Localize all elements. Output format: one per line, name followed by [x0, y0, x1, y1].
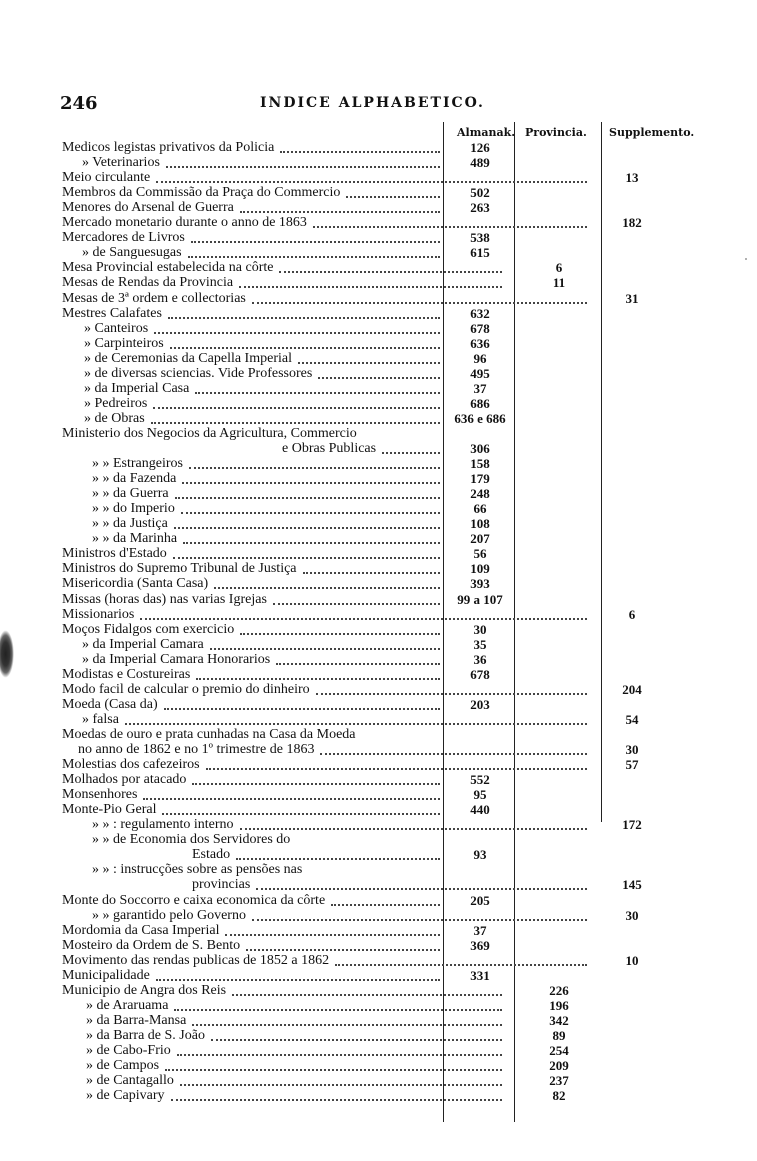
index-entry — [62, 1043, 702, 1058]
entry-label: Molhados por atacado — [62, 772, 187, 788]
entry-label: Movimento das rendas publicas de 1852 a 1862 — [62, 952, 330, 968]
entry-label: » de Obras — [84, 410, 145, 426]
index-entry — [62, 1028, 702, 1043]
page-number: 246 — [60, 93, 98, 114]
supplemento-page: 145 — [622, 877, 642, 893]
leader-dots — [143, 786, 440, 800]
leader-dots — [192, 771, 440, 785]
index-entry — [62, 170, 702, 185]
almanak-page: 686 — [470, 395, 490, 411]
leader-dots — [182, 470, 440, 484]
provincia-page: 196 — [549, 997, 569, 1013]
leader-dots — [156, 967, 440, 981]
leader-dots — [279, 259, 502, 273]
almanak-page: 440 — [470, 802, 490, 818]
entry-label: Modo facil de calcular o premio do dinheiro — [62, 681, 310, 697]
entry-label: » de Ceremonias da Capella Imperial — [84, 350, 292, 366]
almanak-page: 66 — [473, 501, 487, 517]
index-entry — [62, 546, 702, 561]
leader-dots — [236, 846, 440, 860]
index-entry — [62, 140, 702, 155]
almanak-page: 99 a 107 — [457, 591, 503, 607]
entry-label: Misericordia (Santa Casa) — [62, 576, 209, 592]
leader-dots — [240, 621, 440, 635]
index-entry — [62, 501, 702, 516]
entry-label: » » da Marinha — [92, 531, 178, 547]
entry-label: Moços Fidalgos com exercicio — [62, 621, 235, 637]
leader-dots — [273, 591, 440, 605]
entry-label: » » garantido pelo Governo — [92, 907, 246, 923]
entry-label: » de Campos — [86, 1058, 160, 1074]
almanak-page: 108 — [470, 516, 490, 532]
entry-label: » » da Guerra — [92, 486, 169, 502]
leader-dots — [188, 244, 440, 258]
leader-dots — [280, 139, 440, 153]
entry-label: Mesas de 3ª ordem e collectorias — [62, 290, 246, 306]
index-entry — [62, 877, 702, 892]
index-entry — [62, 411, 702, 426]
almanak-page: 632 — [470, 305, 490, 321]
entry-label: Ministros do Supremo Tribunal de Justiça — [62, 561, 297, 577]
index-entry — [62, 652, 702, 667]
leader-dots — [331, 892, 440, 906]
paper-speck — [745, 258, 747, 260]
almanak-page: 552 — [470, 772, 490, 788]
index-entry — [62, 862, 702, 877]
index-entry — [62, 908, 702, 923]
index-entry — [62, 893, 702, 908]
leader-dots — [189, 455, 440, 469]
entry-label: » » Estrangeiros — [92, 456, 183, 472]
index-entry — [62, 441, 702, 456]
almanak-page: 502 — [470, 185, 490, 201]
almanak-page: 126 — [470, 140, 490, 155]
supplemento-page: 54 — [625, 711, 639, 727]
provincia-page: 254 — [549, 1043, 569, 1058]
leader-dots — [181, 500, 440, 514]
leader-dots — [154, 320, 440, 334]
leader-dots — [174, 997, 502, 1011]
almanak-page: 393 — [470, 576, 490, 592]
entry-label: Membros da Commissão da Praça do Commercio — [62, 185, 341, 201]
entry-label: e Obras Publicas — [282, 441, 377, 456]
almanak-page: 205 — [470, 892, 490, 908]
leader-dots — [335, 952, 587, 966]
ink-blot — [0, 630, 14, 678]
entry-label: » » de Economia dos Servidores do — [92, 832, 291, 848]
column-header-provincia: Provincia. — [525, 126, 587, 139]
almanak-page: 207 — [470, 531, 490, 547]
provincia-page: 226 — [549, 982, 569, 998]
index-entry — [62, 471, 702, 486]
leader-dots — [276, 651, 440, 665]
leader-dots — [320, 741, 587, 755]
index-entry — [62, 712, 702, 727]
index-entry — [62, 772, 702, 787]
index-entry — [62, 396, 702, 411]
entry-label: » Carpinteiros — [84, 335, 164, 351]
leader-dots — [239, 274, 502, 288]
leader-dots — [246, 937, 440, 951]
provincia-page: 237 — [549, 1073, 569, 1089]
entry-label: » » : instrucções sobre as pensões nas — [92, 862, 303, 878]
almanak-page: 109 — [470, 561, 490, 577]
index-entry — [62, 576, 702, 591]
leader-dots — [180, 1072, 502, 1086]
entry-label: » de Cabo-Frio — [86, 1043, 171, 1058]
column-header-supplemento: Supplemento. — [609, 126, 695, 139]
entry-label: Moedas de ouro e prata cunhadas na Casa da Moeda — [62, 726, 356, 742]
index-entry — [62, 230, 702, 245]
index-entry — [62, 306, 702, 321]
index-entry — [62, 426, 702, 441]
index-entry — [62, 938, 702, 953]
supplemento-page: 204 — [622, 681, 642, 697]
entry-label: » » do Imperio — [92, 501, 175, 517]
entry-label: Municipalidade — [62, 967, 150, 983]
supplemento-page: 182 — [622, 215, 642, 231]
almanak-page: 96 — [473, 350, 487, 366]
index-entry — [62, 682, 702, 697]
leader-dots — [183, 530, 440, 544]
supplemento-page: 31 — [625, 290, 639, 306]
entry-label: Mesa Provincial estabelecida na côrte — [62, 260, 274, 276]
leader-dots — [174, 515, 440, 529]
index-entry — [62, 561, 702, 576]
entry-label: » » : regulamento interno — [92, 817, 234, 833]
entry-label: » falsa — [82, 711, 119, 727]
leader-dots — [252, 907, 587, 921]
index-entry — [62, 983, 702, 998]
index-entry — [62, 215, 702, 230]
index-entry — [62, 832, 702, 847]
leader-dots — [173, 545, 440, 559]
almanak-page: 678 — [470, 666, 490, 682]
almanak-page: 538 — [470, 230, 490, 246]
index-entry — [62, 351, 702, 366]
entry-label: Missionarios — [62, 606, 135, 622]
provincia-page: 11 — [552, 275, 566, 291]
entry-label: Missas (horas das) nas varias Igrejas — [62, 591, 267, 607]
entry-label: Mordomia da Casa Imperial — [62, 922, 220, 938]
entry-label: Mercado monetario durante o anno de 1863 — [62, 215, 307, 231]
provincia-page: 89 — [552, 1027, 566, 1043]
almanak-page: 248 — [470, 486, 490, 502]
supplemento-page: 6 — [628, 606, 636, 622]
entry-label: Medicos legistas privativos da Policia — [62, 140, 275, 155]
entry-label: Estado — [192, 847, 231, 863]
leader-dots — [313, 214, 587, 228]
leader-dots — [164, 696, 440, 710]
entry-label: » da Barra de S. João — [86, 1027, 205, 1043]
entry-label: » de Cantagallo — [86, 1073, 174, 1089]
index-entry — [62, 260, 702, 275]
entry-label: » de Capivary — [86, 1088, 165, 1104]
almanak-page: 93 — [473, 847, 487, 863]
index-entry — [62, 1013, 702, 1028]
almanak-page: 306 — [470, 441, 490, 456]
entry-label: Menores do Arsenal de Guerra — [62, 200, 234, 216]
entry-label: » » da Fazenda — [92, 471, 177, 487]
page-header — [60, 93, 530, 113]
index-entry — [62, 847, 702, 862]
leader-dots — [214, 575, 440, 589]
leader-dots — [140, 606, 587, 620]
index-entry — [62, 321, 702, 336]
index-entry — [62, 802, 702, 817]
almanak-page: 678 — [470, 320, 490, 336]
index-entry — [62, 200, 702, 215]
index-entry — [62, 953, 702, 968]
leader-dots — [177, 1042, 502, 1056]
leader-dots — [382, 440, 440, 454]
leader-dots — [156, 169, 587, 183]
almanak-page: 56 — [473, 546, 487, 562]
index-entry — [62, 291, 702, 306]
index-entry — [62, 968, 702, 983]
entry-label: » Veterinarios — [82, 155, 160, 171]
leader-dots — [240, 816, 587, 830]
index-entry — [62, 817, 702, 832]
leader-dots — [256, 876, 587, 890]
entry-label: Ministerio dos Negocios da Agricultura, Commercio — [62, 425, 357, 441]
almanak-page: 203 — [470, 696, 490, 712]
index-entry — [62, 607, 702, 622]
index-entry — [62, 637, 702, 652]
provincia-page: 6 — [555, 260, 563, 276]
almanak-page: 495 — [470, 365, 490, 381]
leader-dots — [165, 1057, 502, 1071]
entry-label: Mesas de Rendas da Provincia — [62, 275, 234, 291]
entry-label: » da Imperial Camara — [82, 636, 204, 652]
leader-dots — [196, 666, 440, 680]
almanak-page: 636 — [470, 335, 490, 351]
page-title: INDICE ALPHABETICO. — [260, 95, 485, 111]
leader-dots — [170, 335, 440, 349]
leader-dots — [151, 410, 440, 424]
entry-label: Molestias dos cafezeiros — [62, 757, 200, 773]
provincia-page: 82 — [552, 1088, 566, 1104]
index-entry — [62, 531, 702, 546]
index-entry — [62, 1088, 702, 1103]
almanak-page: 369 — [470, 937, 490, 953]
leader-dots — [346, 184, 440, 198]
leader-dots — [240, 199, 440, 213]
entry-label: Ministros d'Estado — [62, 546, 167, 562]
leader-dots — [192, 1012, 502, 1026]
almanak-page: 36 — [473, 651, 487, 667]
almanak-page: 35 — [473, 636, 487, 652]
entry-label: Moeda (Casa da) — [62, 696, 158, 712]
index-entry — [62, 998, 702, 1013]
entry-label: Mercadores de Livros — [62, 230, 185, 246]
leader-dots — [210, 636, 440, 650]
leader-dots — [206, 756, 587, 770]
index-entry — [62, 667, 702, 682]
index-entry — [62, 787, 702, 802]
entry-label: Mosteiro da Ordem de S. Bento — [62, 937, 241, 953]
index-entry — [62, 336, 702, 351]
entry-label: » Pedreiros — [84, 395, 148, 411]
entry-label: provincias — [192, 877, 251, 893]
almanak-page: 37 — [473, 922, 487, 938]
provincia-page: 342 — [549, 1012, 569, 1028]
index-entry — [62, 757, 702, 772]
entry-label: » da Barra-Mansa — [86, 1012, 187, 1028]
leader-dots — [191, 229, 440, 243]
index-entry — [62, 742, 702, 757]
index-entry — [62, 381, 702, 396]
leader-dots — [232, 982, 502, 996]
leader-dots — [162, 801, 440, 815]
leader-dots — [166, 154, 440, 168]
provincia-page: 209 — [549, 1058, 569, 1074]
leader-dots — [153, 395, 440, 409]
leader-dots — [171, 1087, 502, 1101]
leader-dots — [252, 290, 587, 304]
leader-dots — [211, 1027, 502, 1041]
index-entry — [62, 486, 702, 501]
almanak-page: 179 — [470, 471, 490, 487]
entry-label: Modistas e Costureiras — [62, 666, 191, 682]
entry-label: » de diversas sciencias. Vide Professores — [84, 365, 313, 381]
entry-label: » da Imperial Camara Honorarios — [82, 651, 271, 667]
entry-label: » Canteiros — [84, 320, 149, 336]
entry-label: Municipio de Angra dos Reis — [62, 982, 227, 998]
supplemento-page: 57 — [625, 757, 639, 773]
index-entry — [62, 366, 702, 381]
index-entry — [62, 622, 702, 637]
leader-dots — [303, 560, 440, 574]
index-entry — [62, 456, 702, 471]
index-entry — [62, 697, 702, 712]
leader-dots — [298, 350, 440, 364]
entry-label: no anno de 1862 e no 1º trimestre de 1863 — [78, 742, 315, 757]
entry-label: Monte do Soccorro e caixa economica da côrte — [62, 892, 326, 908]
almanak-page: 37 — [473, 380, 487, 396]
supplemento-page: 10 — [625, 952, 639, 968]
almanak-page: 489 — [470, 155, 490, 171]
index-entry — [62, 275, 702, 290]
index-entry — [62, 155, 702, 170]
supplemento-page: 13 — [625, 170, 639, 186]
leader-dots — [168, 305, 440, 319]
entry-label: Mestres Calafates — [62, 305, 162, 321]
supplemento-page: 30 — [625, 742, 639, 757]
almanak-page: 615 — [470, 245, 490, 261]
entry-label: Monte-Pio Geral — [62, 802, 157, 818]
leader-dots — [195, 380, 440, 394]
index-entry — [62, 185, 702, 200]
entry-label: Monsenhores — [62, 787, 138, 803]
leader-dots — [225, 922, 440, 936]
index-entry — [62, 516, 702, 531]
entry-label: » da Imperial Casa — [84, 380, 190, 396]
almanak-page: 263 — [470, 200, 490, 216]
almanak-page: 95 — [473, 787, 487, 803]
index-entry — [62, 1058, 702, 1073]
index-entry — [62, 923, 702, 938]
column-header-almanak: Almanak. — [457, 126, 516, 139]
leader-dots — [318, 365, 440, 379]
almanak-page: 636 e 686 — [454, 410, 506, 426]
entry-label: » de Sanguesugas — [82, 245, 182, 261]
leader-dots — [175, 485, 440, 499]
index-entry — [62, 727, 702, 742]
index-entry — [62, 592, 702, 607]
supplemento-page: 30 — [625, 907, 639, 923]
entry-label: Meio circulante — [62, 170, 151, 186]
leader-dots — [316, 681, 587, 695]
supplemento-page: 172 — [622, 817, 642, 833]
entry-label: » de Araruama — [86, 997, 169, 1013]
almanak-page: 331 — [470, 967, 490, 983]
almanak-page: 158 — [470, 456, 490, 472]
index-entry — [62, 1073, 702, 1088]
index-entry — [62, 245, 702, 260]
entry-label: » » da Justiça — [92, 516, 168, 532]
leader-dots — [125, 711, 587, 725]
almanak-page: 30 — [473, 621, 487, 637]
